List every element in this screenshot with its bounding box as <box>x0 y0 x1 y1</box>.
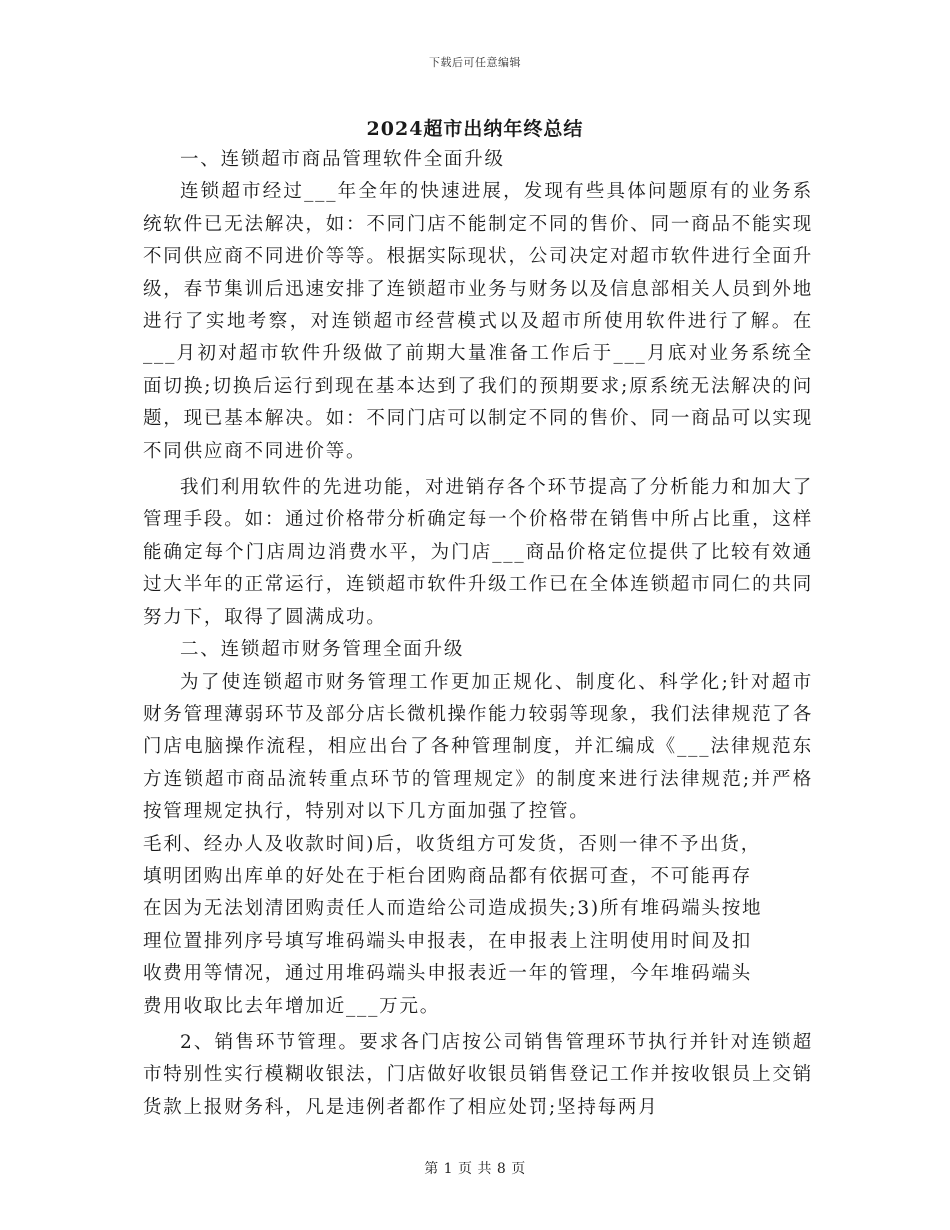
paragraph-2: 我们利用软件的先进功能，对进销存各个环节提高了分析能力和加大了管理手段。如：通过价格带分析确定每一个价格带在销售中所占比重，这样能确定每个门店周边消费水平，为门店___商品价格定位提供了比较有效通过大半年的正常运行，连锁超市软件升级工作已在全体连锁超市同仁的共同努力下，取得了圆满成功。 <box>143 477 813 628</box>
document-title: 2024超市出纳年终总结 <box>366 118 584 140</box>
header-note: 下载后可任意编辑 <box>429 56 521 69</box>
paragraph-4: 毛利、经办人及收款时间)后，收货组方可发货，否则一律不予出货， 填明团购出库单的好处在于柜台团购商品都有依据可查，不可能再存 在因为无法划清团购责任人而造给公司造成损失;3)所有堆码端头按地 理位置排列序号填写堆码端头申报表，在申报表上注明使用时间及扣 收费用等情况，通过用堆码端头申报表近一年的管理，今年堆码端头 费用收取比去年增加近___万元。 <box>143 833 763 1017</box>
paragraph-5: 2、销售环节管理。要求各门店按公司销售管理环节执行并针对连锁超市特别性实行模糊收银法，门店做好收银员销售登记工作并按收银员上交销货款上报财务科，凡是违例者都作了相应处罚;坚持每两月 <box>143 1031 813 1118</box>
section-heading-2: 二、连锁超市财务管理全面升级 <box>180 639 465 661</box>
section-heading-1: 一、连锁超市商品管理软件全面升级 <box>180 149 505 170</box>
paragraph-3: 为了使连锁超市财务管理工作更加正规化、制度化、科学化;针对超市财务管理薄弱环节及部分店长微机操作能力较弱等现象，我们法律规范了各门店电脑操作流程，相应出台了各种管理制度，并汇编成《___法律规范东方连锁超市商品流转重点环节的管理规定》的制度来进行法律规范;并严格按管理规定执行，特别对以下几方面加强了控管。 <box>143 671 813 823</box>
document-body <box>143 144 813 1124</box>
page-number-footer: 第 1 页 共 8 页 <box>424 1161 526 1177</box>
paragraph-1: 连锁超市经过___年全年的快速进展，发现有些具体问题原有的业务系统软件已无法解决，如：不同门店不能制定不同的售价、同一商品不能实现不同供应商不同进价等等。根据实际现状，公司决定对超市软件进行全面升级，春节集训后迅速安排了连锁超市业务与财务以及信息部相关人员到外地进行了实地考察，对连锁超市经营模式以及超市所使用软件进行了解。在___月初对超市软件升级做了前期大量准备工作后于___月底对业务系统全面切换;切换后运行到现在基本达到了我们的预期要求;原系统无法解决的问题，现已基本解决。如：不同门店可以制定不同的售价、同一商品可以实现不同供应商不同进价等。 <box>143 181 813 462</box>
